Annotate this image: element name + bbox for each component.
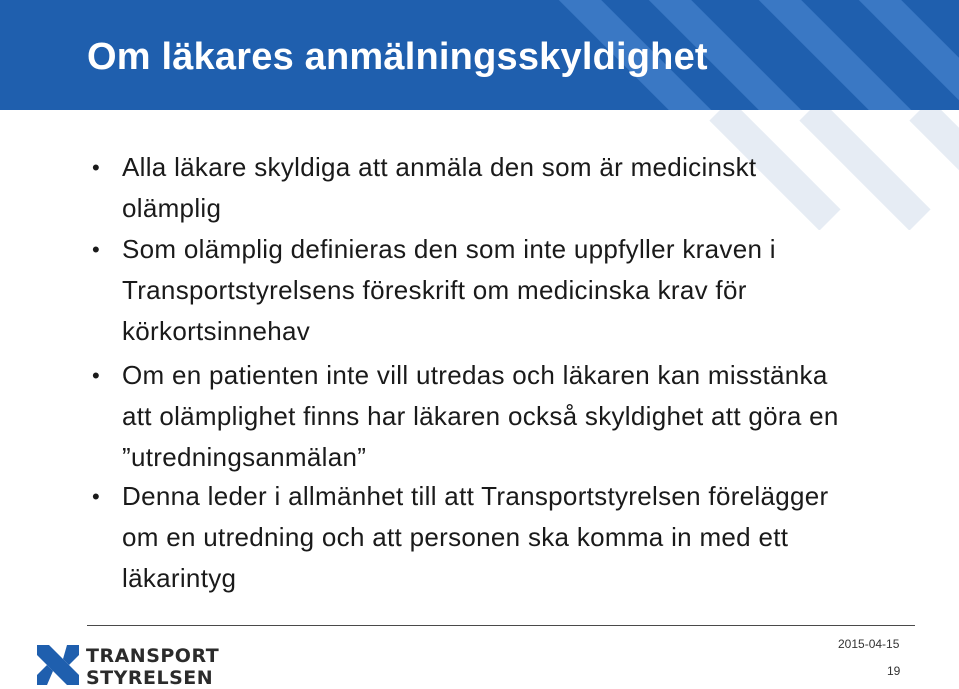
bullet-icon: • [91,363,100,388]
page-title: Om läkares anmälningsskyldighet [87,36,708,78]
bullet-icon: • [91,155,100,180]
logo-line-1: TRANSPORT [86,645,220,667]
list-item [91,229,842,352]
bullet-text: Alla läkare skyldiga att anmäla den som är medicinskt olämplig [122,152,757,223]
list-item [91,147,842,229]
transportstyrelsen-logo-icon [37,645,79,685]
logo-line-2: STYRELSEN [86,667,214,689]
footer-divider [87,625,915,626]
bullet-text: Som olämplig definieras den som inte uppfyller kraven i Transportstyrelsens föreskrift om medicinska krav för körkortsinnehav [122,234,776,346]
logo-wordmark [86,645,219,689]
list-item [91,476,842,599]
bullet-text: Denna leder i allmänhet till att Transportstyrelsen förelägger om en utredning och att personen ska komma in med ett läkarintyg [122,481,829,593]
footer-date: 2015-04-15 [838,637,900,651]
bullet-icon: • [91,237,100,262]
page-number: 19 [887,664,901,678]
bullet-text: Om en patienten inte vill utredas och läkaren kan misstänka att olämplighet finns har läkaren också skyldighet att göra en ”utredningsanmälan” [122,360,839,472]
bullet-icon: • [91,484,100,509]
list-item [91,355,842,478]
